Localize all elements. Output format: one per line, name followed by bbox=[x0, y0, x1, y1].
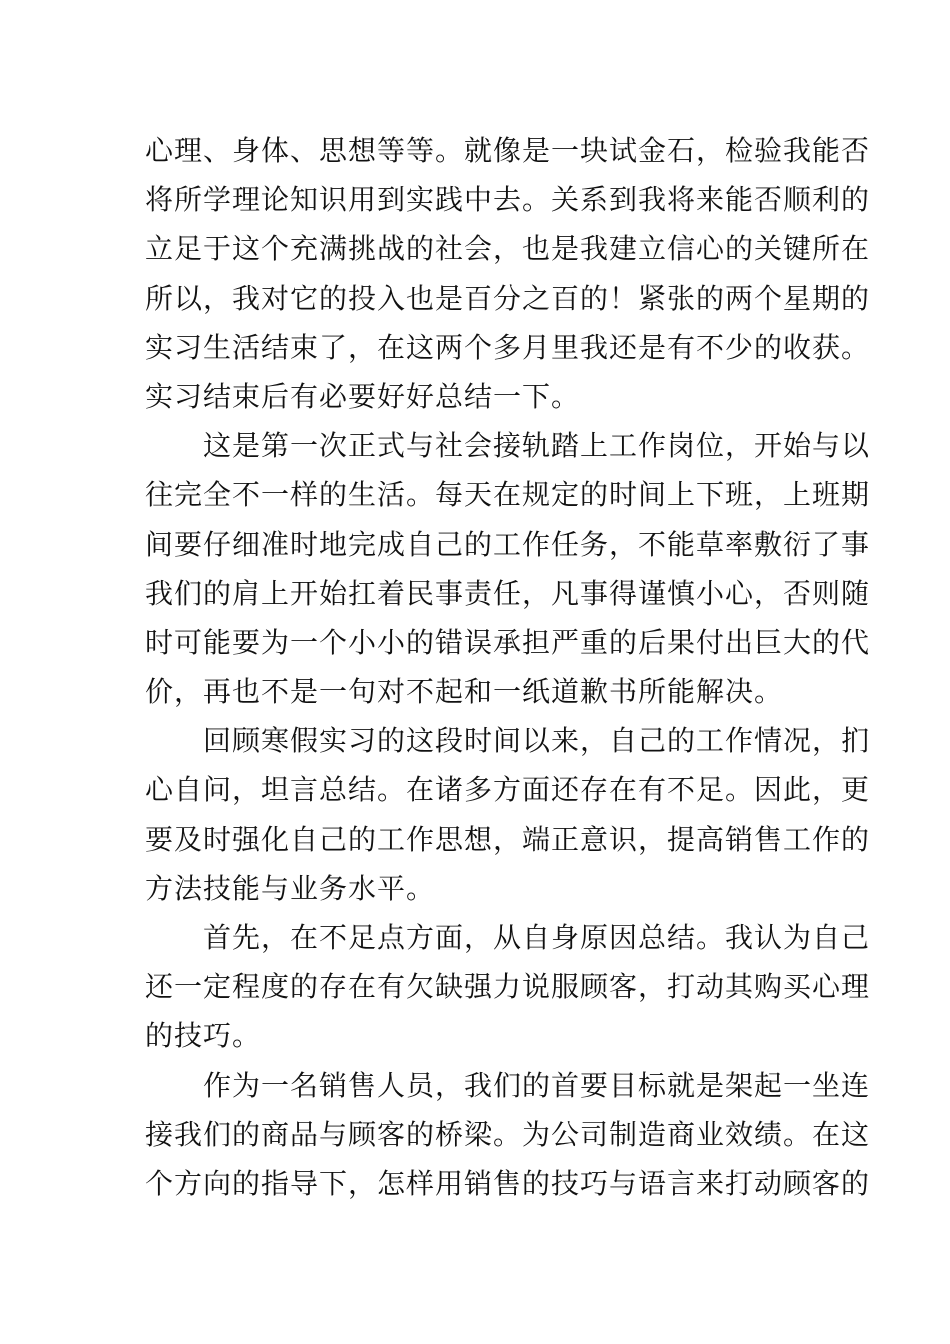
paragraph-first-line: 首先，在不足点方面，从自身原因总结。我认为自己 bbox=[203, 921, 871, 954]
text-line: 将所学理论知识用到实践中去。关系到我将来能否顺利的 bbox=[145, 183, 871, 217]
text-line: 心自问，坦言总结。在诸多方面还存在有不足。因此，更 bbox=[145, 773, 871, 807]
text-line: 实习生活结束了，在这两个多月里我还是有不少的收获。 bbox=[145, 330, 871, 364]
text-line: 我们的肩上开始扛着民事责任，凡事得谨慎小心，否则随 bbox=[145, 576, 871, 610]
text-line: 立足于这个充满挑战的社会，也是我建立信心的关键所在 bbox=[145, 232, 871, 266]
text-line: 方法技能与业务水平。 bbox=[145, 871, 436, 905]
paragraph-first-line: 回顾寒假实习的这段时间以来，自己的工作情况，扪 bbox=[203, 724, 871, 758]
text-line: 接我们的商品与顾客的桥梁。为公司制造商业效绩。在这 bbox=[145, 1117, 871, 1151]
body-text bbox=[145, 126, 871, 1208]
text-line: 心理、身体、思想等等。就像是一块试金石，检验我能否 bbox=[145, 134, 871, 167]
text-line: 的技巧。 bbox=[145, 1019, 262, 1053]
text-line: 间要仔细准时地完成自己的工作任务，不能草率敷衍了事 bbox=[145, 527, 871, 561]
text-line: 价，再也不是一句对不起和一纸道歉书所能解决。 bbox=[145, 675, 784, 709]
text-line: 实习结束后有必要好好总结一下。 bbox=[145, 379, 581, 413]
paragraph-first-line: 这是第一次正式与社会接轨踏上工作岗位，开始与以 bbox=[203, 429, 871, 463]
text-line: 个方向的指导下，怎样用销售的技巧与语言来打动顾客的 bbox=[145, 1166, 871, 1200]
paragraph-first-line: 作为一名销售人员，我们的首要目标就是架起一坐连 bbox=[203, 1068, 871, 1102]
text-line: 往完全不一样的生活。每天在规定的时间上下班，上班期 bbox=[145, 478, 871, 512]
text-line: 所以，我对它的投入也是百分之百的！紧张的两个星期的 bbox=[145, 281, 871, 315]
text-line: 时可能要为一个小小的错误承担严重的后果付出巨大的代 bbox=[145, 625, 871, 659]
text-line: 要及时强化自己的工作思想，端正意识，提高销售工作的 bbox=[145, 822, 871, 856]
text-line: 还一定程度的存在有欠缺强力说服顾客，打动其购买心理 bbox=[145, 970, 871, 1004]
